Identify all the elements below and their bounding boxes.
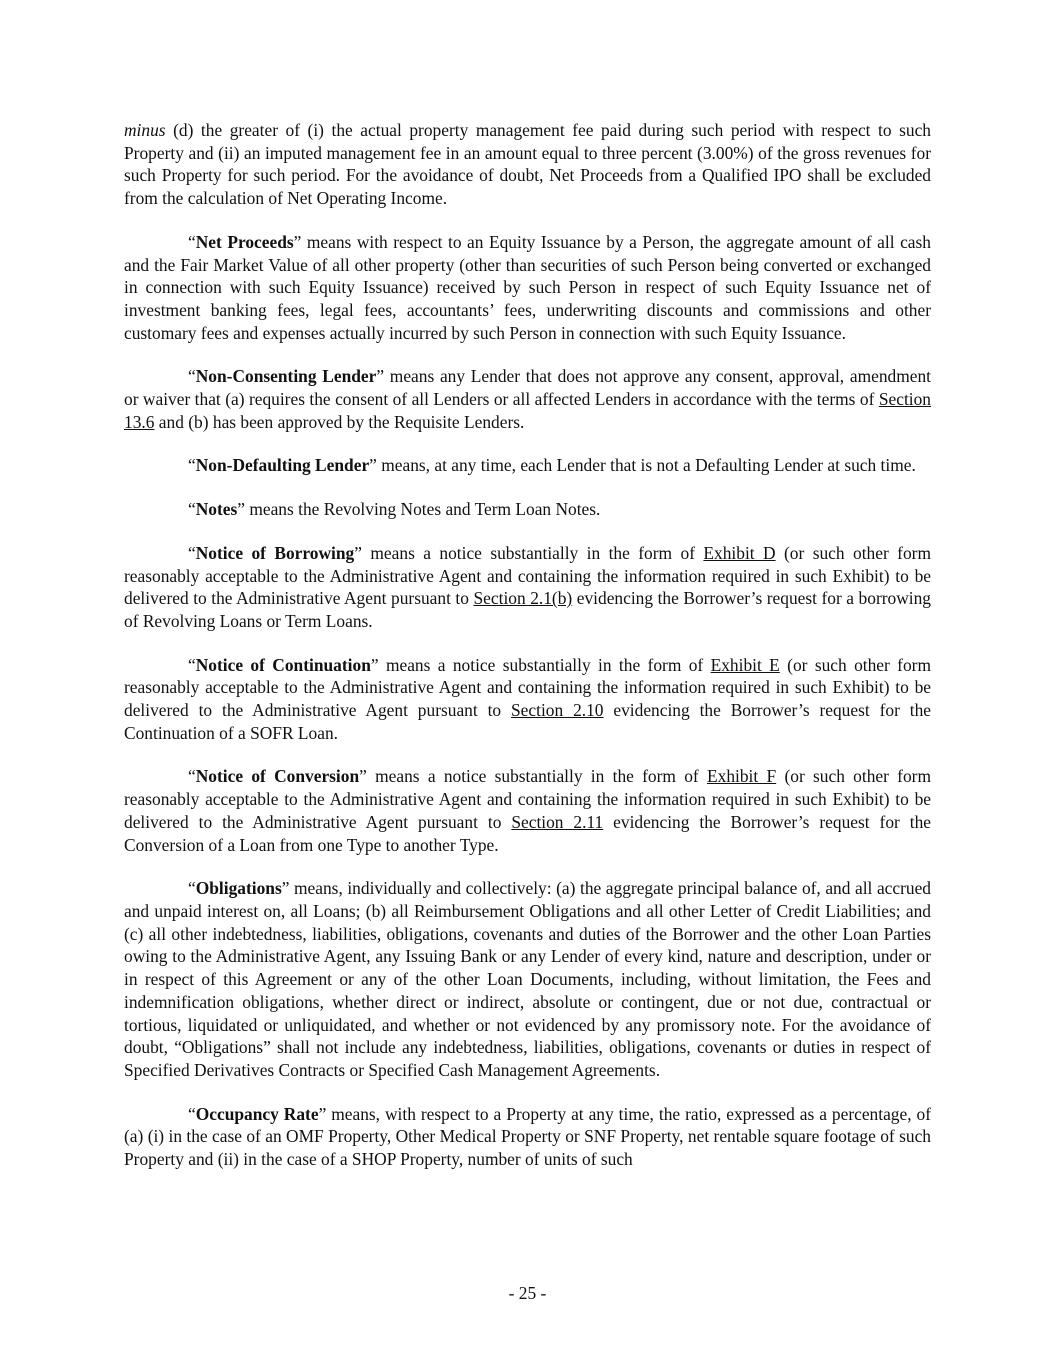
definition-text: ” means a notice substantially in the form of: [359, 766, 707, 787]
definition-text: (or such other form reasonably acceptable to the Administrative Agent and containing the information required in such Exhibit) to be delivered to the Administrative Agent pursuant to: [124, 654, 931, 721]
exhibit-reference-link[interactable]: Exhibit E: [710, 654, 780, 675]
section-reference-link[interactable]: Section 13.6: [124, 389, 931, 432]
italic-minus: minus: [124, 120, 166, 140]
definition-text: evidencing the Borrower’s request for the Continuation of a SOFR Loan.: [124, 700, 931, 743]
open-quote: “: [188, 654, 196, 675]
exhibit-reference-link[interactable]: Exhibit D: [703, 542, 776, 563]
definition-non-defaulting-lender: [124, 454, 931, 477]
definition-non-consenting-lender: [124, 365, 931, 433]
defined-term: Notice of Continuation: [195, 654, 371, 675]
paragraph-text: (d) the greater of (i) the actual property management fee paid during such period with respect to such Property and (ii) an imputed management fee in an amount equal to three percent (3.00%) of the gross revenues for such Property for such period. For the avoidance of doubt, Net Proceeds from a Qualified IPO shall be excluded from the calculation of Net Operating Income.: [124, 120, 931, 209]
document-page: [124, 119, 931, 1192]
definition-text: ” means any Lender that does not approve any consent, approval, amendment or waiver that (a) requires the consent of all Lenders or all affected Lenders in accordance with the terms of: [124, 366, 931, 410]
defined-term: Obligations: [195, 878, 282, 899]
open-quote: “: [188, 878, 196, 899]
definition-text: evidencing the Borrower’s request for a borrowing of Revolving Loans or Term Loans.: [124, 588, 932, 631]
definition-notice-of-continuation: [124, 654, 931, 745]
defined-term: Net Proceeds: [195, 231, 294, 252]
open-quote: “: [188, 766, 196, 787]
definition-notice-of-borrowing: [124, 542, 931, 633]
definition-text: and (b) has been approved by the Requisite Lenders.: [154, 411, 525, 432]
definition-notice-of-conversion: [124, 765, 931, 856]
open-quote: “: [188, 366, 196, 387]
definition-net-proceeds: [124, 231, 931, 345]
open-quote: “: [188, 499, 196, 520]
exhibit-reference-link[interactable]: Exhibit F: [707, 766, 777, 787]
section-reference-link[interactable]: Section 2.1(b): [473, 588, 573, 609]
open-quote: “: [188, 542, 196, 563]
definition-text: ” means a notice substantially in the form of: [354, 542, 704, 563]
definition-text: ” means with respect to an Equity Issuance by a Person, the aggregate amount of all cash and the Fair Market Value of all other property (other than securities of such Person being converted or exchanged in connection with such Equity Issuance) received by such Person in respect of such Equity Issuance net of investment banking fees, legal fees, accountants’ fees, underwriting discounts and commissions and other customary fees and expenses actually incurred by such Person in connection with such Equity Issuance.: [124, 231, 931, 343]
open-quote: “: [188, 231, 196, 252]
section-reference-link[interactable]: Section 2.11: [511, 811, 604, 832]
definition-text: ” means, at any time, each Lender that is not a Defaulting Lender at such time.: [369, 455, 916, 476]
open-quote: “: [188, 1103, 196, 1124]
defined-term: Notice of Borrowing: [195, 542, 355, 563]
page-number: - 25 -: [508, 1283, 547, 1303]
defined-term: Occupancy Rate: [195, 1103, 319, 1124]
definition-text: ” means, individually and collectively: (a) the aggregate principal balance of, and all accrued and unpaid interest on, all Loans; (b) all Reimbursement Obligations and all other Letter of Credit Liabilities; and (c) all other indebtedness, liabilities, obligations, covenants and duties of the Borrower and the other Loan Parties owing to the Administrative Agent, any Issuing Bank or any Lender of every kind, nature and description, under or in respect of this Agreement or any of the other Loan Documents, including, without limitation, the Fees and indemnification obligations, whether direct or indirect, absolute or contingent, due or not due, contractual or tortious, liquidated or unliquidated, and whether or not evidenced by any promissory note. For the avoidance of doubt, “Obligations” shall not include any indebtedness, liabilities, obligations, covenants or duties in respect of Specified Derivatives Contracts or Specified Cash Management Agreements.: [124, 878, 931, 1080]
paragraph-net-operating-income-continued: [124, 119, 931, 210]
definition-text: (or such other form reasonably acceptable to the Administrative Agent and containing the information required in such Exhibit) to be delivered to the Administrative Agent pursuant to: [124, 766, 931, 832]
defined-term: Non-Consenting Lender: [195, 366, 377, 387]
definition-text: ” means, with respect to a Property at any time, the ratio, expressed as a percentage, of (a) (i) in the case of an OMF Property, Other Medical Property or SNF Property, net rentable square footage of such Property and (ii) in the case of a SHOP Property, number of units of such: [124, 1103, 931, 1170]
section-reference-link[interactable]: Section 2.10: [511, 700, 604, 721]
definition-notes: [124, 498, 931, 521]
definition-text: ” means a notice substantially in the form of: [370, 654, 711, 675]
open-quote: “: [188, 455, 196, 476]
defined-term: Notice of Conversion: [195, 766, 360, 787]
definition-text: evidencing the Borrower’s request for the Conversion of a Loan from one Type to another Type.: [124, 811, 931, 855]
definition-obligations: [124, 877, 931, 1081]
defined-term: Non-Defaulting Lender: [195, 455, 370, 476]
definition-occupancy-rate: [124, 1103, 931, 1171]
defined-term: Notes: [195, 499, 238, 520]
definition-text: ” means the Revolving Notes and Term Loan Notes.: [237, 499, 601, 520]
definition-text: (or such other form reasonably acceptable to the Administrative Agent and containing the information required in such Exhibit) to be delivered to the Administrative Agent pursuant to: [124, 542, 931, 609]
